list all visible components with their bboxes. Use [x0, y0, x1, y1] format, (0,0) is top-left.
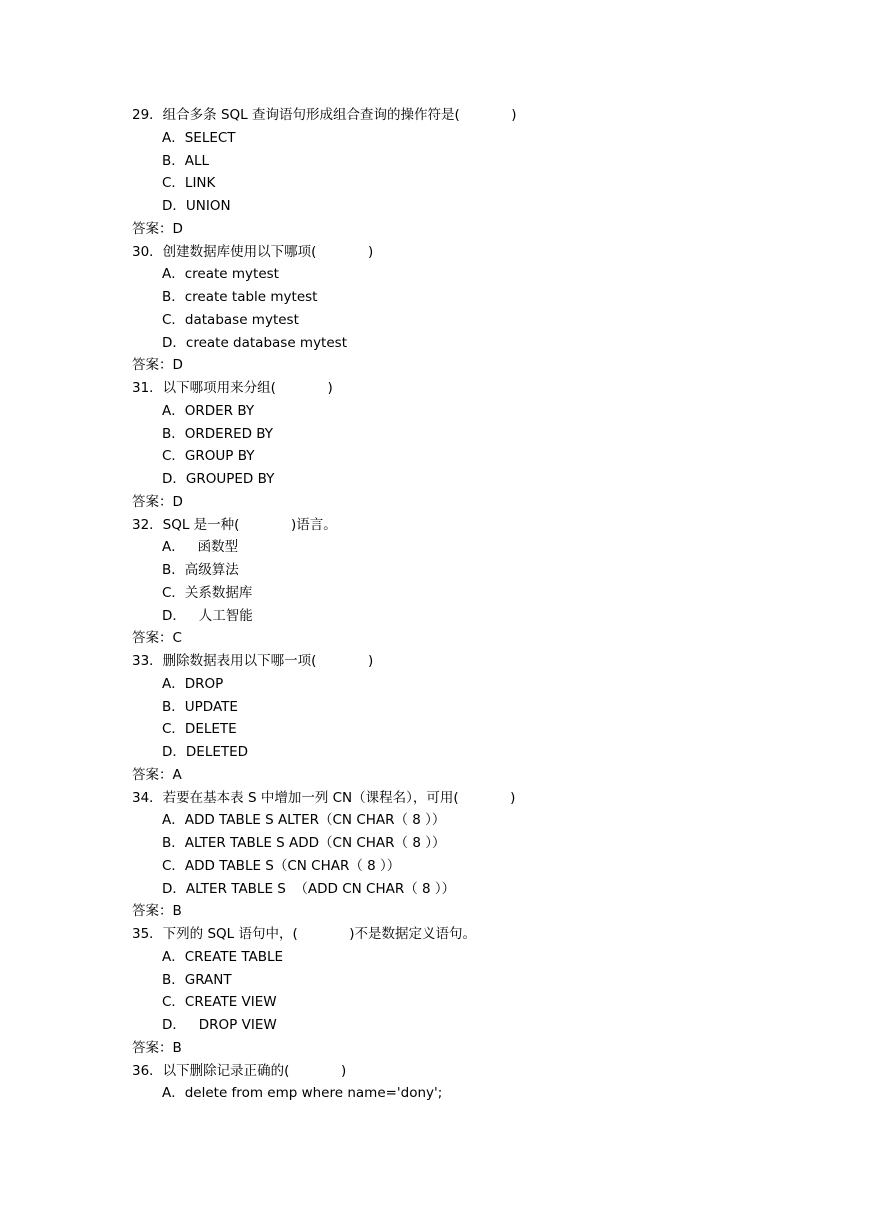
option-31-d: D．GROUPED BY: [162, 471, 275, 487]
option-29-b: B．ALL: [162, 152, 210, 169]
option-32-b: B．高级算法: [162, 562, 239, 578]
answer-33: 答案：A: [132, 766, 182, 783]
answer-29: 答案：D: [132, 220, 183, 237]
question-32: 32．SQL 是一种( )语言。: [132, 516, 337, 533]
option-30-c: C．database mytest: [162, 311, 299, 328]
option-29-c: C．LINK: [162, 175, 216, 192]
question-31: 31．以下哪项用来分组( ): [132, 380, 333, 396]
answer-34: 答案：B: [132, 903, 182, 920]
question-35: 35．下列的 SQL 语句中，( )不是数据定义语句。: [132, 926, 477, 942]
option-32-c: C．关系数据库: [162, 584, 253, 601]
question-34: 34．若要在基本表 S 中增加一列 CN（课程名），可用( ): [132, 789, 516, 806]
option-35-b: B．GRANT: [162, 971, 232, 988]
answer-35: 答案：B: [132, 1039, 182, 1056]
option-35-a: A．CREATE TABLE: [162, 948, 284, 965]
option-30-a: A．create mytest: [162, 266, 279, 283]
option-34-d: D．ALTER TABLE S （ADD CN CHAR（ 8 ））: [162, 880, 456, 897]
option-34-a: A．ADD TABLE S ALTER（CN CHAR（ 8 ））: [162, 812, 446, 829]
option-36-a: A．delete from emp where name='dony';: [162, 1085, 443, 1102]
option-34-b: B．ALTER TABLE S ADD（CN CHAR（ 8 ））: [162, 835, 446, 851]
question-30: 30．创建数据库使用以下哪项( ): [132, 243, 374, 260]
answer-30: 答案：D: [132, 357, 183, 374]
option-29-d: D．UNION: [162, 198, 231, 214]
question-list: [132, 104, 832, 1105]
question-36: 36．以下删除记录正确的( ): [132, 1062, 347, 1079]
option-32-a: A． 函数型: [162, 539, 239, 556]
option-31-a: A．ORDER BY: [162, 402, 255, 419]
option-30-b: B．create table mytest: [162, 289, 318, 305]
option-34-c: C．ADD TABLE S（CN CHAR（ 8 ））: [162, 857, 401, 874]
option-33-a: A．DROP: [162, 675, 224, 692]
option-29-a: A．SELECT: [162, 129, 236, 146]
question-33: 33．删除数据表用以下哪一项( ): [132, 653, 374, 669]
option-33-b: B．UPDATE: [162, 698, 238, 715]
answer-31: 答案：D: [132, 493, 183, 510]
option-32-d: D． 人工智能: [162, 607, 253, 624]
answer-32: 答案：C: [132, 630, 182, 647]
option-33-c: C．DELETE: [162, 721, 237, 738]
option-33-d: D．DELETED: [162, 744, 249, 760]
option-30-d: D．create database mytest: [162, 334, 347, 351]
question-29: 29．组合多条 SQL 查询语句形成组合查询的操作符是( ): [132, 107, 517, 123]
option-31-c: C．GROUP BY: [162, 448, 255, 465]
option-35-c: C．CREATE VIEW: [162, 994, 277, 1011]
option-35-d: D． DROP VIEW: [162, 1017, 277, 1033]
option-31-b: B．ORDERED BY: [162, 425, 274, 442]
